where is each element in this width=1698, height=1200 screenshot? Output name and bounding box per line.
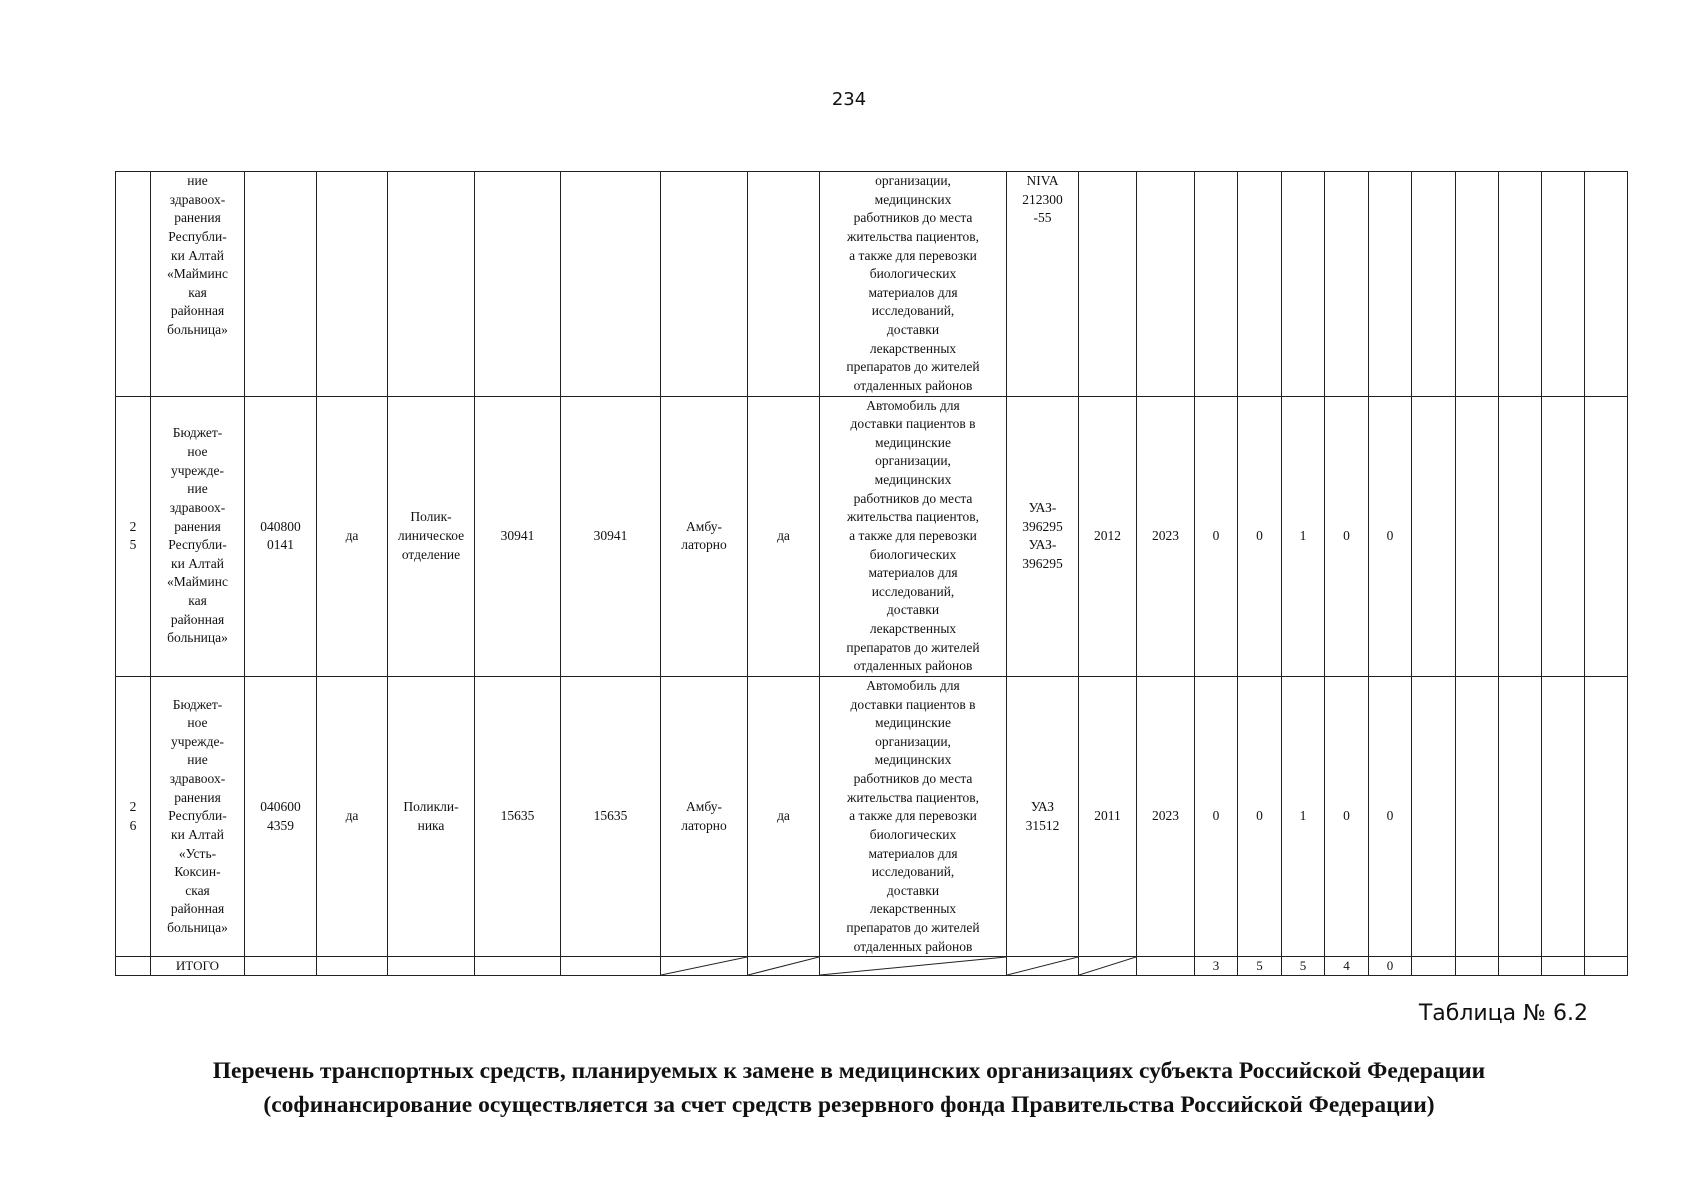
empty-cell <box>116 957 151 976</box>
total-count: 0 <box>1369 957 1412 976</box>
value-cell <box>561 172 661 397</box>
count-cell: 0 <box>1369 676 1412 956</box>
empty-cell <box>317 957 388 976</box>
empty-cell <box>1542 172 1585 397</box>
vehicle-table <box>115 171 1628 976</box>
value-cell: 30941 <box>561 396 661 676</box>
flag-cell: да <box>317 676 388 956</box>
count-cell <box>1195 172 1238 397</box>
subdivision-cell <box>388 172 475 397</box>
crossed-cell <box>748 957 820 976</box>
flag-cell: да <box>748 396 820 676</box>
count-cell <box>1369 172 1412 397</box>
row-number: 2 5 <box>116 396 151 676</box>
empty-cell <box>1412 957 1456 976</box>
empty-cell <box>1585 676 1628 956</box>
organization-cell: Бюджет- ное учрежде- ние здравоох- ранения Республи- ки Алтай «Усть- Коксин- ская районная больница» <box>151 676 245 956</box>
crossed-cell <box>1079 957 1137 976</box>
empty-cell <box>1542 676 1585 956</box>
empty-cell <box>388 957 475 976</box>
empty-cell <box>1499 676 1542 956</box>
table-row <box>116 172 1628 397</box>
total-count: 4 <box>1325 957 1369 976</box>
empty-cell <box>1499 396 1542 676</box>
empty-cell <box>1585 957 1628 976</box>
value-cell: 15635 <box>561 676 661 956</box>
count-cell: 0 <box>1238 676 1282 956</box>
row-number: 2 6 <box>116 676 151 956</box>
empty-cell <box>1499 957 1542 976</box>
year-replace-cell: 2023 <box>1137 676 1195 956</box>
table-row <box>116 396 1628 676</box>
flag-cell: да <box>748 676 820 956</box>
count-cell: 0 <box>1369 396 1412 676</box>
value-cell: 15635 <box>475 676 561 956</box>
organization-cell: Бюджет- ное учрежде- ние здравоох- ранения Республи- ки Алтай «Майминс кая районная больница» <box>151 396 245 676</box>
empty-cell <box>1137 957 1195 976</box>
model-cell: NIVA 212300 -55 <box>1007 172 1079 397</box>
count-cell: 1 <box>1282 396 1325 676</box>
purpose-cell: Автомобиль для доставки пациентов в медицинские организации, медицинских работников до места жительства пациентов, а также для перевозки биологических материалов для исследований, доставки лекарственных препаратов до жителей отдаленных районов <box>820 676 1007 956</box>
count-cell: 0 <box>1195 676 1238 956</box>
code-cell: 040800 0141 <box>245 396 317 676</box>
count-cell: 0 <box>1238 396 1282 676</box>
empty-cell <box>245 957 317 976</box>
year-made-cell: 2012 <box>1079 396 1137 676</box>
count-cell <box>1325 172 1369 397</box>
empty-cell <box>475 957 561 976</box>
table-title: Перечень транспортных средств, планируемых к замене в медицинских организациях субъекта Российской Федерации (софинансирование осуществляется за счет средств резервного фонда Правительства Российской Федерации) <box>212 1058 1486 1119</box>
empty-cell <box>1412 172 1456 397</box>
total-count: 5 <box>1282 957 1325 976</box>
purpose-cell: Автомобиль для доставки пациентов в медицинские организации, медицинских работников до места жительства пациентов, а также для перевозки биологических материалов для исследований, доставки лекарственных препаратов до жителей отдаленных районов <box>820 396 1007 676</box>
empty-cell <box>1499 172 1542 397</box>
crossed-cell <box>661 957 748 976</box>
count-cell: 0 <box>1325 676 1369 956</box>
table-row <box>116 676 1628 956</box>
total-row <box>116 957 1628 976</box>
model-cell: УАЗ 31512 <box>1007 676 1079 956</box>
empty-cell <box>1585 172 1628 397</box>
subdivision-cell: Поликли- ника <box>388 676 475 956</box>
empty-cell <box>1456 172 1499 397</box>
value-cell <box>475 172 561 397</box>
count-cell: 0 <box>1325 396 1369 676</box>
empty-cell <box>1456 676 1499 956</box>
code-cell: 040600 4359 <box>245 676 317 956</box>
empty-cell <box>561 957 661 976</box>
subdivision-cell: Полик- линическое отделение <box>388 396 475 676</box>
page-number: 234 <box>831 89 867 110</box>
code-cell <box>245 172 317 397</box>
empty-cell <box>1542 957 1585 976</box>
total-label: ИТОГО <box>151 957 245 976</box>
count-cell: 0 <box>1195 396 1238 676</box>
flag-cell: да <box>317 396 388 676</box>
table-number: Таблица № 6.2 <box>1418 1001 1588 1026</box>
flag-cell <box>317 172 388 397</box>
empty-cell <box>1412 676 1456 956</box>
care-type-cell: Амбу- латорно <box>661 676 748 956</box>
organization-cell: ние здравоох- ранения Республи- ки Алтай «Майминс кая районная больница» <box>151 172 245 397</box>
total-count: 3 <box>1195 957 1238 976</box>
year-made-cell: 2011 <box>1079 676 1137 956</box>
empty-cell <box>1585 396 1628 676</box>
total-count: 5 <box>1238 957 1282 976</box>
count-cell <box>1238 172 1282 397</box>
count-cell <box>1282 172 1325 397</box>
flag-cell <box>748 172 820 397</box>
empty-cell <box>1456 957 1499 976</box>
care-type-cell <box>661 172 748 397</box>
empty-cell <box>1542 396 1585 676</box>
value-cell: 30941 <box>475 396 561 676</box>
crossed-cell <box>820 957 1007 976</box>
row-number <box>116 172 151 397</box>
year-replace-cell <box>1137 172 1195 397</box>
model-cell: УАЗ- 396295 УАЗ- 396295 <box>1007 396 1079 676</box>
crossed-cell <box>1007 957 1079 976</box>
year-made-cell <box>1079 172 1137 397</box>
empty-cell <box>1456 396 1499 676</box>
count-cell: 1 <box>1282 676 1325 956</box>
year-replace-cell: 2023 <box>1137 396 1195 676</box>
purpose-cell: организации, медицинских работников до места жительства пациентов, а также для перевозки биологических материалов для исследований, доставки лекарственных препаратов до жителей отдаленных районов <box>820 172 1007 397</box>
care-type-cell: Амбу- латорно <box>661 396 748 676</box>
empty-cell <box>1412 396 1456 676</box>
